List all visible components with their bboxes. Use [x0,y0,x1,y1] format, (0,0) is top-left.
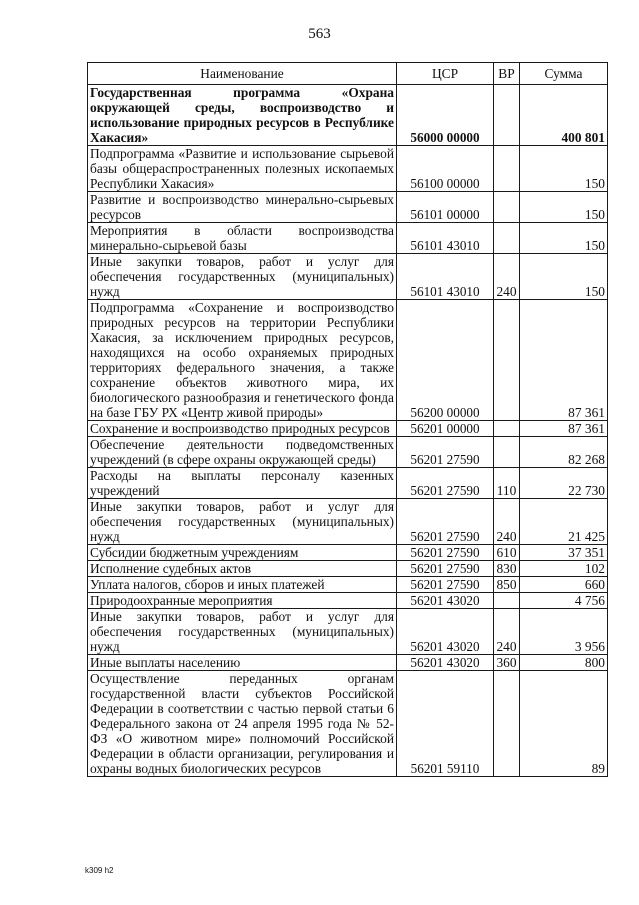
cell-name: Мероприятия в области воспроизводства минерально-сырьевой базы [88,223,397,254]
cell-csr: 56201 59110 [397,671,494,777]
header-csr: ЦСР [397,63,494,85]
cell-sum: 150 [520,223,608,254]
cell-vr: 360 [494,655,520,671]
cell-csr: 56201 43020 [397,593,494,609]
table-row [88,192,608,223]
cell-csr: 56100 00000 [397,146,494,192]
cell-vr: 610 [494,545,520,561]
cell-name: Субсидии бюджетным учреждениям [88,545,397,561]
cell-vr [494,437,520,468]
cell-csr: 56000 00000 [397,85,494,146]
cell-csr: 56201 27590 [397,545,494,561]
header-name: Наименование [88,63,397,85]
cell-vr [494,146,520,192]
cell-sum: 22 730 [520,468,608,499]
table-row [88,655,608,671]
cell-vr [494,671,520,777]
cell-name: Иные закупки товаров, работ и услуг для обеспечения государственных (муниципальных) нужд [88,254,397,300]
cell-sum: 21 425 [520,499,608,545]
cell-csr: 56101 43010 [397,254,494,300]
table-row [88,609,608,655]
cell-vr: 240 [494,499,520,545]
cell-vr: 240 [494,254,520,300]
cell-vr: 850 [494,577,520,593]
cell-vr [494,593,520,609]
cell-csr: 56201 27590 [397,577,494,593]
table-row [88,561,608,577]
cell-sum: 37 351 [520,545,608,561]
cell-sum: 102 [520,561,608,577]
cell-csr: 56201 27590 [397,499,494,545]
cell-sum: 800 [520,655,608,671]
page-number: 563 [308,26,331,42]
cell-sum: 87 361 [520,421,608,437]
budget-table [87,62,608,777]
cell-vr [494,421,520,437]
cell-csr: 56201 43020 [397,655,494,671]
cell-csr: 56101 00000 [397,192,494,223]
table-row [88,468,608,499]
table-row [88,85,608,146]
cell-csr: 56201 00000 [397,421,494,437]
cell-name: Уплата налогов, сборов и иных платежей [88,577,397,593]
cell-name: Иные закупки товаров, работ и услуг для обеспечения государственных (муниципальных) нужд [88,499,397,545]
cell-name: Иные выплаты населению [88,655,397,671]
cell-sum: 3 956 [520,609,608,655]
cell-name: Иные закупки товаров, работ и услуг для обеспечения государственных (муниципальных) нужд [88,609,397,655]
cell-csr: 56200 00000 [397,300,494,421]
table-row [88,254,608,300]
cell-sum: 4 756 [520,593,608,609]
cell-name: Подпрограмма «Сохранение и воспроизводство природных ресурсов на территории Республики Хакасия, за исключением природных ресурсов, находящихся на особо охраняемых природных территориях федерального значения, а также сохранение объектов животного мира, их биологического разнообразия и генетического фонда на базе ГБУ РХ «Центр живой природы» [88,300,397,421]
table-row [88,437,608,468]
cell-vr: 830 [494,561,520,577]
header-sum: Сумма [520,63,608,85]
table-row [88,300,608,421]
cell-csr: 56201 43020 [397,609,494,655]
cell-name: Природоохранные мероприятия [88,593,397,609]
table-row [88,499,608,545]
cell-name: Обеспечение деятельности подведомственных учреждений (в сфере охраны окружающей среды) [88,437,397,468]
cell-vr [494,223,520,254]
cell-name: Развитие и воспроизводство минерально-сырьевых ресурсов [88,192,397,223]
cell-name: Подпрограмма «Развитие и использование сырьевой базы общераспространенных полезных ископаемых Республики Хакасия» [88,146,397,192]
cell-sum: 400 801 [520,85,608,146]
cell-csr: 56201 27590 [397,437,494,468]
table-row [88,593,608,609]
footer-code: k309 h2 [85,866,114,875]
table-row [88,545,608,561]
cell-name: Осуществление переданных органам государственной власти субъектов Российской Федерации в соответствии с частью первой статьи 6 Федерального закона от 24 апреля 1995 года № 52-ФЗ «О животном мире» полномочий Российской Федерации в области организации, регулирования и охраны водных биологических ресурсов [88,671,397,777]
table-row [88,671,608,777]
cell-sum: 150 [520,254,608,300]
table-row [88,577,608,593]
table-row [88,146,608,192]
table-row [88,421,608,437]
table-header-row [88,63,608,85]
cell-csr: 56101 43010 [397,223,494,254]
cell-sum: 87 361 [520,300,608,421]
header-vr: ВР [494,63,520,85]
cell-sum: 82 268 [520,437,608,468]
cell-vr [494,85,520,146]
table-row [88,223,608,254]
cell-sum: 150 [520,146,608,192]
cell-name: Сохранение и воспроизводство природных ресурсов [88,421,397,437]
cell-sum: 89 [520,671,608,777]
table-body [88,85,608,777]
cell-vr [494,300,520,421]
cell-vr: 110 [494,468,520,499]
cell-name: Расходы на выплаты персоналу казенных учреждений [88,468,397,499]
cell-name: Исполнение судебных актов [88,561,397,577]
cell-vr [494,192,520,223]
cell-sum: 150 [520,192,608,223]
cell-name: Государственная программа «Охрана окружающей среды, воспроизводство и использование природных ресурсов в Республике Хакасия» [88,85,397,146]
cell-csr: 56201 27590 [397,468,494,499]
cell-sum: 660 [520,577,608,593]
cell-csr: 56201 27590 [397,561,494,577]
cell-vr: 240 [494,609,520,655]
